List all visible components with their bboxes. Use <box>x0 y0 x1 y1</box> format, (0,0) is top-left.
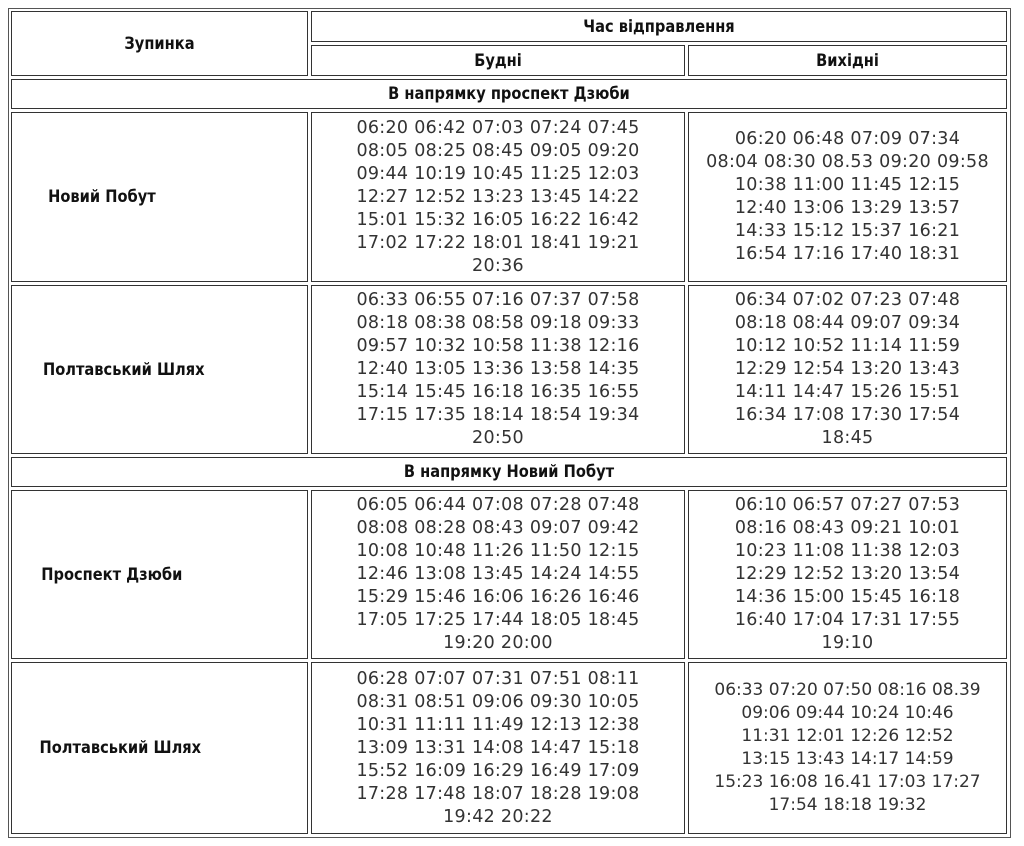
weekend-times-cell <box>688 490 1007 659</box>
direction-row <box>11 457 1007 487</box>
weekday-times-cell <box>311 490 685 659</box>
direction-row <box>11 79 1007 109</box>
stop-header-cell <box>11 11 308 76</box>
weekend-times-cell <box>688 112 1007 282</box>
direction-title: В напрямку проспект Дзюби <box>388 84 630 104</box>
weekday-times: 06:28 07:07 07:31 07:51 08:11 08:31 08:51 09:06 09:30 10:05 10:31 11:11 11:49 12:13 12:38 13:09 13:31 14:08 14:47 15:18 15:52 16:09 16:29 16:49 17:09 17:28 17:48 18:07 18:28 19:08 19:42 20:22 <box>356 668 640 827</box>
weekdays-header: Будні <box>474 50 522 71</box>
weekend-header-cell <box>688 45 1007 76</box>
weekday-times: 06:05 06:44 07:08 07:28 07:48 08:08 08:28 08:43 09:07 09:42 10:08 10:48 11:26 11:50 12:15 12:46 13:08 13:45 14:24 14:55 15:29 15:46 16:06 16:26 16:46 17:05 17:25 17:44 18:05 18:45 19:20 20:00 <box>356 495 640 653</box>
schedule-table <box>8 8 1011 838</box>
stop-name: Новий Побут <box>48 187 156 207</box>
weekdays-header-cell <box>311 45 685 76</box>
weekday-times-cell <box>311 112 685 282</box>
stop-cell <box>11 490 308 659</box>
direction-title: В напрямку Новий Побут <box>403 462 615 482</box>
weekday-times: 06:20 06:42 07:03 07:24 07:45 08:05 08:25 08:45 09:05 09:20 09:44 10:19 10:45 11:25 12:03 12:27 12:52 13:23 13:45 14:22 15:01 15:32 16:05 16:22 16:42 17:02 17:22 18:01 18:41 19:21 20:36 <box>356 117 640 276</box>
weekend-times: 06:34 07:02 07:23 07:48 08:18 08:44 09:07 09:34 10:12 10:52 11:14 11:59 12:29 12:54 13:20 13:43 14:11 14:47 15:26 15:51 16:34 17:08 17:30 17:54 18:45 <box>734 290 961 448</box>
stop-name: Проспект Дзюби <box>41 564 183 585</box>
stop-cell <box>11 285 308 454</box>
weekend-times: 06:33 07:20 07:50 08:16 08.39 09:06 09:44 10:24 10:46 11:31 12:01 12:26 12:52 13:15 13:43 14:17 14:59 15:23 16:08 16.41 17:03 17:27 17:54 18:18 19:32 <box>714 680 981 815</box>
weekday-times-cell <box>311 662 685 834</box>
stop-name: Полтавський Шлях <box>39 738 202 758</box>
weekday-times-cell <box>311 285 685 454</box>
weekend-times: 06:20 06:48 07:09 07:34 08:04 08:30 08.53 09:20 09:58 10:38 11:00 11:45 12:15 12:40 13:06 13:29 13:57 14:33 15:12 15:37 16:21 16:54 17:16 17:40 18:31 <box>706 129 989 264</box>
stop-cell <box>11 112 308 282</box>
departure-header-cell <box>311 11 1007 42</box>
weekend-times-cell <box>688 662 1007 834</box>
weekend-times-cell <box>688 285 1007 454</box>
weekday-times: 06:33 06:55 07:16 07:37 07:58 08:18 08:38 08:58 09:18 09:33 09:57 10:32 10:58 11:38 12:16 12:40 13:05 13:36 13:58 14:35 15:14 15:45 16:18 16:35 16:55 17:15 17:35 18:14 18:54 19:34 20:50 <box>356 290 640 448</box>
stop-name: Полтавський Шлях <box>42 359 205 380</box>
departure-header: Час відправлення <box>583 16 735 37</box>
stop-header: Зупинка <box>124 33 195 54</box>
stop-cell <box>11 662 308 834</box>
weekend-times: 06:10 06:57 07:27 07:53 08:16 08:43 09:21 10:01 10:23 11:08 11:38 12:03 12:29 12:52 13:20 13:54 14:36 15:00 15:45 16:18 16:40 17:04 17:31 17:55 19:10 <box>734 495 961 653</box>
weekend-header: Вихідні <box>816 50 879 71</box>
